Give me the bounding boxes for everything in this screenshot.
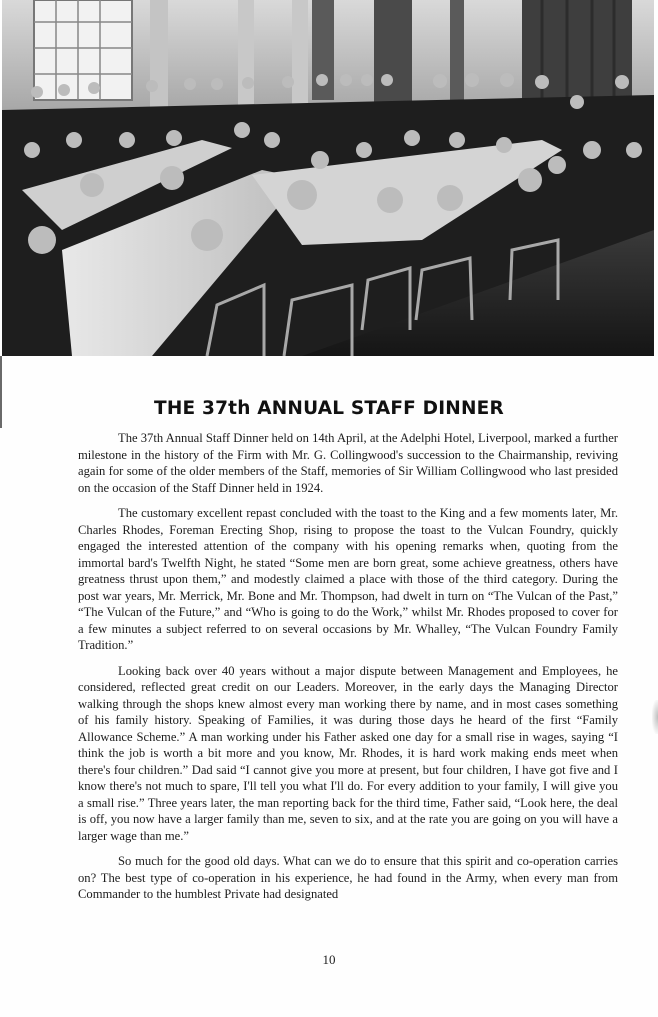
binding-shadow [652,700,658,734]
window [34,0,132,100]
page-number: 10 [322,952,336,967]
paragraph: The customary excellent repast concluded with the toast to the King and a few moments later, Mr. Charles Rhodes, Foreman Erecting Shop, rising to propose the toast to the Vulcan Foundry, quickly engaged the interested attention of the company with his opening remarks when, quoting from the immortal bard's Twelfth Night, he stated “Some men are born great, some achieve greatness, others have greatness thrust upon them,” and modestly claimed a place with those of the third category. During the post war years, Mr. Merrick, Mr. Bone and Mr. Thompson, had dwelt in turn on “The Vulcan of the Past,” “The Vulcan of the Future,” and “Who is going to do the Work,” whilst Mr. Rhodes proposed to cover for a few minutes a subject referred to on several occasions by Mr. Whalley, “The Vulcan Foundry Family Tradition.” [78,506,618,652]
paragraph: Looking back over 40 years without a major dispute between Management and Employees, he considered, reflected great credit on our Leaders. Moreover, in the early days the Managing Director walking through the shops knew almost every man working there by name, and in most cases something of his family history. Speaking of Families, it was during those days he heard of the first “Family Allowance Scheme.” A man working under his Father asked one day for a small rise in wages, saying “I think the job is worth a bit more and you know, Mr. Rhodes, it is hard work making ends meet when there's four children.” Dad said “I cannot give you more at present, but four children, I have got five and I know there's not much to spare, I'll tell you what I'll do. For every addition to your family, I will give you a small rise.” Three years later, the man reporting back for the third time, Father said, “Look here, the deal is off, you now have a larger family than me, seven to six, and at the rate you are going on you will have a larger wage than me.” [78,663,618,843]
photograph-icon [2,0,654,356]
paragraph: So much for the good old days. What can we do to ensure that this spirit and co-operation carries on? The best type of co-operation in his experience, he had found in the Army, when every man from Commander to the humblest Private had designated [78,854,618,901]
article-title: THE 37th ANNUAL STAFF DINNER [154,398,504,419]
paragraph: The 37th Annual Staff Dinner held on 14th April, at the Adelphi Hotel, Liverpool, marked a further milestone in the history of the Firm with Mr. G. Collingwood's succession to the Chairmanship, reviving again for some of the older members of the Staff, memories of Sir William Collingwood who last presided on the occasion of the Staff Dinner held in 1924. [78,431,618,495]
article-body [78,430,618,912]
staff-dinner-photograph [2,0,654,356]
